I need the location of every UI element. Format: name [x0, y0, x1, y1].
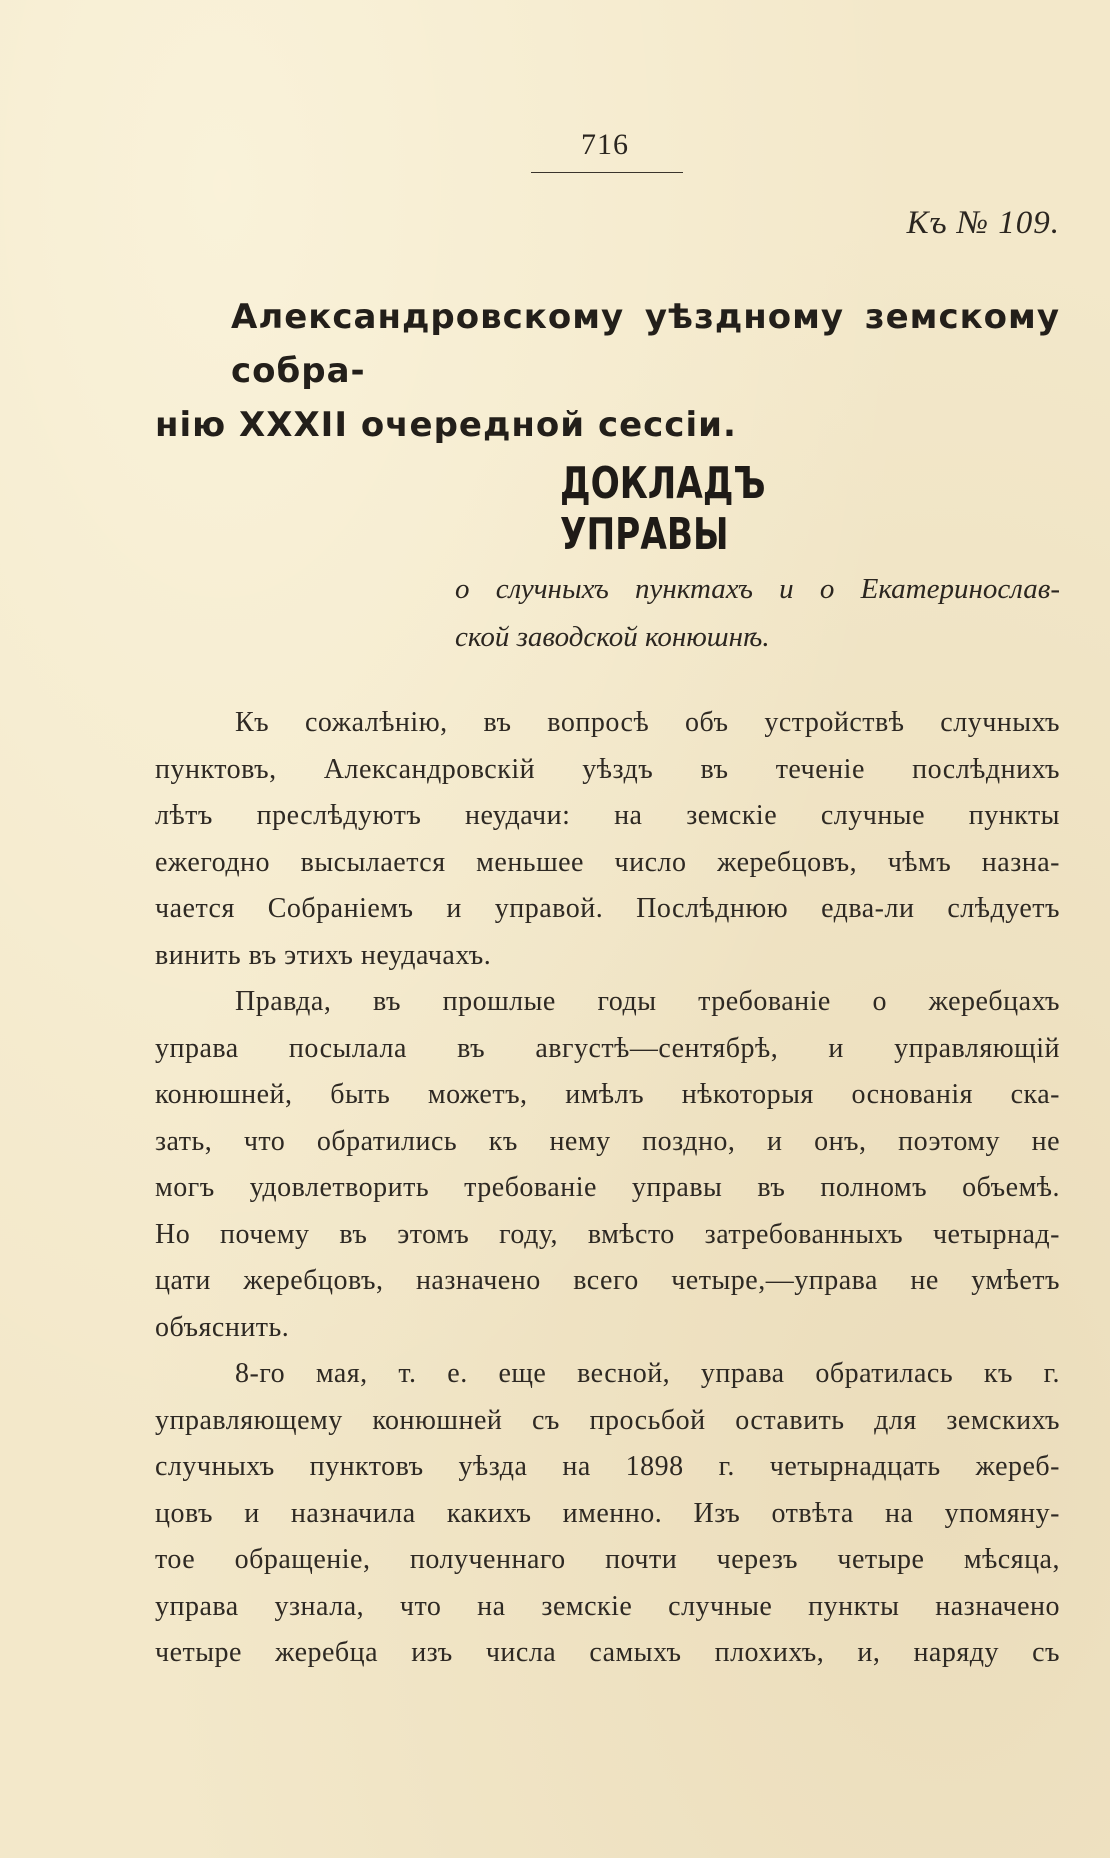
paragraph	[155, 1351, 1060, 1677]
addressee-heading	[155, 290, 1060, 452]
text-line: ежегодно высылается меньшее число жеребцовъ, чѣмъ назна-	[155, 846, 1060, 878]
paragraph	[155, 700, 1060, 979]
page-number-rule	[531, 172, 683, 173]
text-line: объяснить.	[155, 1311, 290, 1343]
text-line: тое обращеніе, полученнаго почти черезъ четыре мѣсяца,	[155, 1544, 1060, 1575]
text-line: Правда, въ прошлые годы требованіе о жеребцахъ	[235, 986, 1060, 1017]
text-line: случныхъ пунктовъ уѣзда на 1898 г. четырнадцать жереб-	[155, 1451, 1060, 1482]
text-line: цовъ и назначила какихъ именно. Изъ отвѣта на упомяну-	[155, 1497, 1060, 1529]
addressee-line: нію XXXII очередной сессіи.	[155, 405, 737, 445]
text-line: 8-го мая, т. е. еще весной, управа обратилась къ г.	[235, 1358, 1060, 1389]
text-line: управа узнала, что на земскіе случные пункты назначено	[155, 1590, 1060, 1622]
text-line: Къ сожалѣнію, въ вопросѣ объ устройствѣ случныхъ	[235, 707, 1060, 738]
text-line: цати жеребцовъ, назначено всего четыре,—управа не умѣетъ	[155, 1265, 1060, 1296]
text-line: управа посылала въ августѣ—сентябрѣ, и управляющій	[155, 1032, 1060, 1064]
subtitle-line: ской заводской конюшнѣ.	[455, 621, 770, 653]
subtitle-line: о случныхъ пунктахъ и о Екатеринослав-	[455, 573, 1060, 605]
text-line: четыре жеребца изъ числа самыхъ плохихъ, и, наряду съ	[155, 1637, 1060, 1668]
paragraph	[155, 979, 1060, 1351]
report-body	[155, 700, 1060, 1677]
report-subtitle	[455, 565, 1060, 661]
text-line: конюшней, быть можетъ, имѣлъ нѣкоторыя основанія ска-	[155, 1079, 1060, 1110]
page-number: 716	[581, 128, 629, 161]
text-line: пунктовъ, Александровскій уѣздъ въ теченіе послѣднихъ	[155, 753, 1060, 785]
text-line: лѣтъ преслѣдуютъ неудачи: на земскіе случные пункты	[155, 800, 1060, 831]
text-line: Но почему въ этомъ году, вмѣсто затребованныхъ четырнад-	[155, 1218, 1060, 1250]
addressee-line: Александровскому уѣздному земскому собра-	[231, 297, 1060, 391]
text-line: чается Собраніемъ и управой. Послѣднюю едва-ли слѣдуетъ	[155, 893, 1060, 924]
document-reference: Къ № 109.	[906, 205, 1060, 241]
text-line: могъ удовлетворить требованіе управы въ полномъ объемѣ.	[155, 1172, 1060, 1203]
text-line: управляющему конюшней съ просьбой оставить для земскихъ	[155, 1404, 1060, 1436]
text-line: винить въ этихъ неудачахъ.	[155, 939, 492, 971]
text-line: зать, что обратились къ нему поздно, и онъ, поэтому не	[155, 1125, 1060, 1157]
report-title: ДОКЛАДЪ УПРАВЫ	[560, 458, 766, 560]
